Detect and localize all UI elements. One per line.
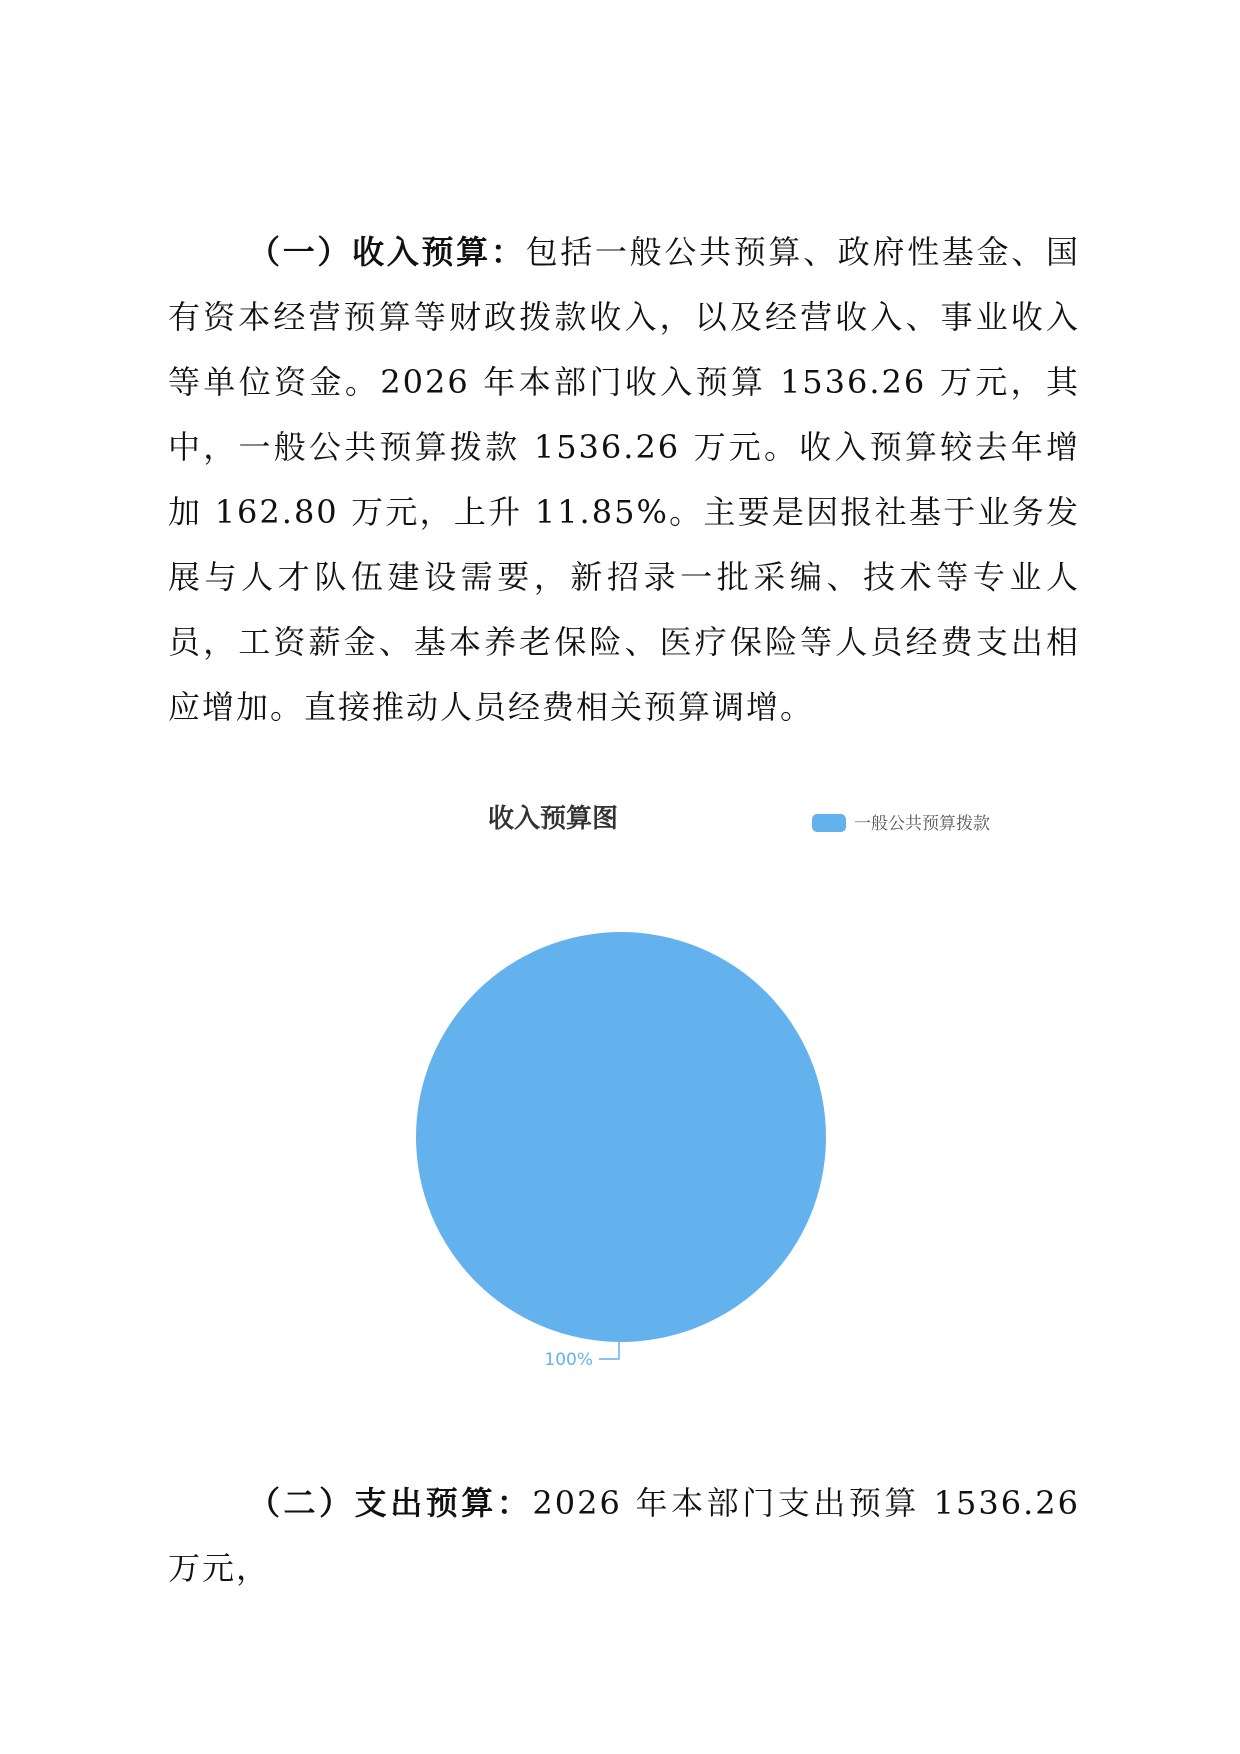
pie-slices	[416, 932, 826, 1342]
pie-slice	[416, 932, 826, 1342]
expense-budget-heading: （二）支出预算：	[248, 1484, 533, 1522]
pie-data-labels	[544, 1342, 619, 1370]
legend-swatch	[812, 814, 846, 832]
data-label: 100%	[544, 1350, 593, 1370]
income-budget-heading: （一）收入预算：	[248, 233, 526, 271]
data-label-leader	[599, 1342, 619, 1359]
chart-legend	[812, 814, 990, 834]
income-budget-pie-chart	[380, 790, 1060, 1430]
legend-label: 一般公共预算拨款	[854, 814, 990, 834]
income-budget-text: 包括一般公共预算、政府性基金、国有资本经营预算等财政拨款收入，以及经营收入、事业收入等单位资金。2026 年本部门收入预算 1536.26 万元，其中，一般公共预算拨款 1536.26 万元。收入预算较去年增加 162.80 万元，上升 11.85%。主要是因报社基于业务发展与人才队伍建设需要，新招录一批采编、技术等专业人员，工资薪金、基本养老保险、医疗保险等人员经费支出相应增加。直接推动人员经费相关预算调增。	[168, 233, 1080, 726]
chart-title: 收入预算图	[487, 804, 619, 834]
expense-budget-paragraph	[168, 1471, 1080, 1601]
expense-budget-text: 2026 年本部门支出预算 1536.26 万元，	[168, 1484, 1080, 1587]
income-budget-paragraph	[168, 220, 1080, 740]
